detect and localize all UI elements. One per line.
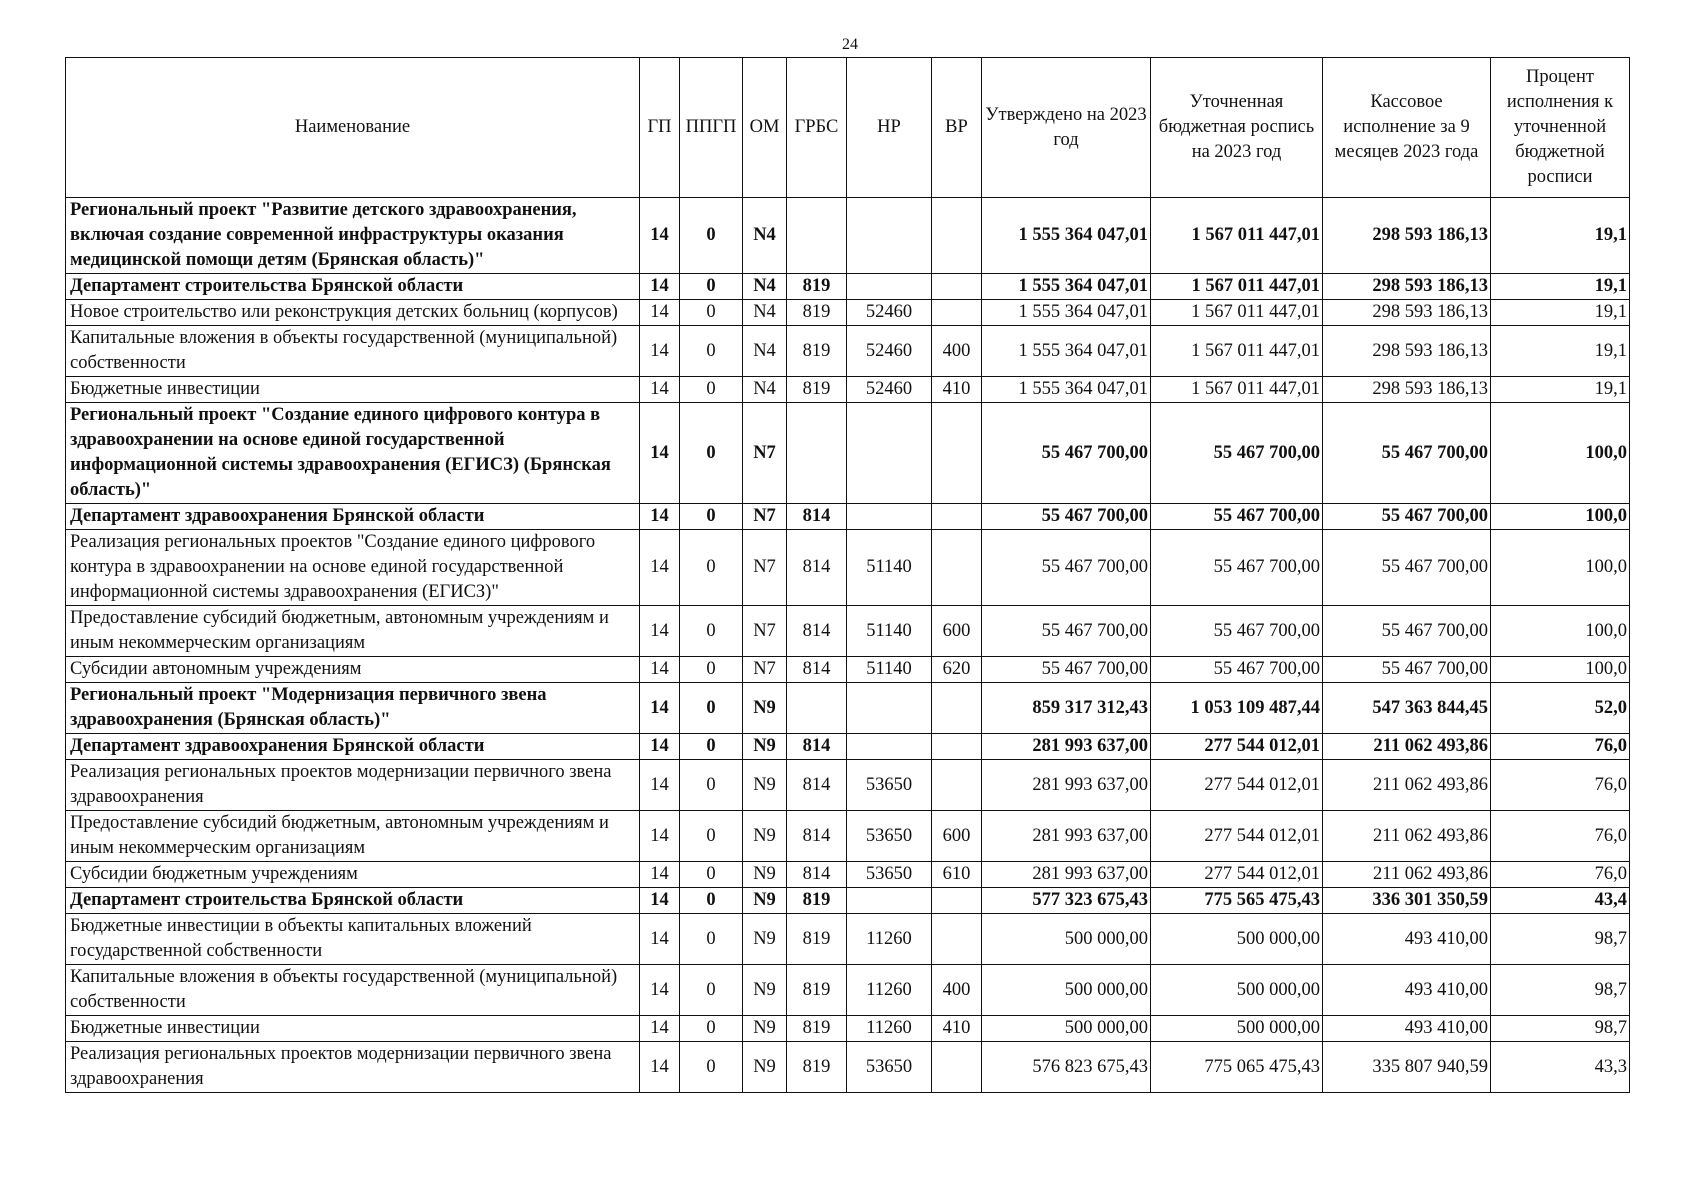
table-row bbox=[66, 198, 1630, 274]
cell-gp: 14 bbox=[640, 300, 680, 326]
cell-nr bbox=[847, 403, 932, 504]
cell-grbs: 819 bbox=[787, 1042, 847, 1093]
cell-name: Бюджетные инвестиции в объекты капитальных вложений государственной собственности bbox=[66, 914, 640, 965]
cell-cash: 493 410,00 bbox=[1323, 965, 1491, 1016]
header-percent: Процент исполнения к уточненной бюджетной росписи bbox=[1491, 58, 1630, 198]
cell-cash: 336 301 350,59 bbox=[1323, 888, 1491, 914]
cell-grbs: 819 bbox=[787, 965, 847, 1016]
cell-approved: 55 467 700,00 bbox=[982, 504, 1151, 530]
cell-ppgp: 0 bbox=[680, 504, 743, 530]
cell-nr: 11260 bbox=[847, 1016, 932, 1042]
cell-grbs bbox=[787, 403, 847, 504]
cell-vr: 620 bbox=[932, 657, 982, 683]
cell-cash: 55 467 700,00 bbox=[1323, 504, 1491, 530]
cell-nr: 51140 bbox=[847, 606, 932, 657]
cell-name: Реализация региональных проектов модернизации первичного звена здравоохранения bbox=[66, 1042, 640, 1093]
cell-name: Департамент строительства Брянской области bbox=[66, 274, 640, 300]
cell-refined: 500 000,00 bbox=[1151, 914, 1323, 965]
cell-vr bbox=[932, 198, 982, 274]
table-row bbox=[66, 760, 1630, 811]
cell-grbs: 819 bbox=[787, 914, 847, 965]
table-body bbox=[66, 198, 1630, 1093]
cell-om: N4 bbox=[743, 198, 787, 274]
cell-vr: 600 bbox=[932, 811, 982, 862]
cell-om: N9 bbox=[743, 734, 787, 760]
cell-percent: 100,0 bbox=[1491, 606, 1630, 657]
cell-gp: 14 bbox=[640, 326, 680, 377]
cell-percent: 19,1 bbox=[1491, 198, 1630, 274]
cell-percent: 100,0 bbox=[1491, 657, 1630, 683]
cell-name: Региональный проект "Развитие детского здравоохранения, включая создание современной инфраструктуры оказания медицинской помощи детям (Брянская область)" bbox=[66, 198, 640, 274]
cell-om: N9 bbox=[743, 914, 787, 965]
cell-percent: 100,0 bbox=[1491, 504, 1630, 530]
cell-ppgp: 0 bbox=[680, 377, 743, 403]
cell-grbs bbox=[787, 198, 847, 274]
cell-refined: 1 567 011 447,01 bbox=[1151, 198, 1323, 274]
cell-vr bbox=[932, 403, 982, 504]
cell-name: Капитальные вложения в объекты государственной (муниципальной) собственности bbox=[66, 326, 640, 377]
cell-refined: 55 467 700,00 bbox=[1151, 606, 1323, 657]
cell-cash: 493 410,00 bbox=[1323, 914, 1491, 965]
cell-vr bbox=[932, 1042, 982, 1093]
header-name: Наименование bbox=[66, 58, 640, 198]
cell-grbs: 814 bbox=[787, 657, 847, 683]
cell-om: N9 bbox=[743, 683, 787, 734]
cell-cash: 298 593 186,13 bbox=[1323, 326, 1491, 377]
cell-gp: 14 bbox=[640, 965, 680, 1016]
cell-cash: 298 593 186,13 bbox=[1323, 198, 1491, 274]
cell-om: N4 bbox=[743, 300, 787, 326]
cell-approved: 1 555 364 047,01 bbox=[982, 198, 1151, 274]
cell-name: Департамент здравоохранения Брянской области bbox=[66, 734, 640, 760]
cell-cash: 211 062 493,86 bbox=[1323, 734, 1491, 760]
cell-grbs: 819 bbox=[787, 1016, 847, 1042]
cell-percent: 52,0 bbox=[1491, 683, 1630, 734]
header-ppgp: ППГП bbox=[680, 58, 743, 198]
cell-percent: 19,1 bbox=[1491, 300, 1630, 326]
table-row bbox=[66, 377, 1630, 403]
cell-approved: 1 555 364 047,01 bbox=[982, 274, 1151, 300]
cell-refined: 775 065 475,43 bbox=[1151, 1042, 1323, 1093]
cell-ppgp: 0 bbox=[680, 300, 743, 326]
table-row bbox=[66, 965, 1630, 1016]
cell-nr: 51140 bbox=[847, 530, 932, 606]
cell-percent: 19,1 bbox=[1491, 377, 1630, 403]
cell-vr bbox=[932, 504, 982, 530]
cell-gp: 14 bbox=[640, 683, 680, 734]
cell-nr bbox=[847, 734, 932, 760]
budget-table-container bbox=[65, 57, 1629, 1093]
cell-cash: 298 593 186,13 bbox=[1323, 377, 1491, 403]
header-nr: НР bbox=[847, 58, 932, 198]
cell-refined: 1 567 011 447,01 bbox=[1151, 377, 1323, 403]
cell-refined: 775 565 475,43 bbox=[1151, 888, 1323, 914]
cell-nr: 52460 bbox=[847, 377, 932, 403]
cell-grbs: 819 bbox=[787, 888, 847, 914]
cell-grbs: 819 bbox=[787, 300, 847, 326]
cell-ppgp: 0 bbox=[680, 734, 743, 760]
cell-name: Предоставление субсидий бюджетным, автономным учреждениям и иным некоммерческим организациям bbox=[66, 811, 640, 862]
cell-approved: 500 000,00 bbox=[982, 1016, 1151, 1042]
cell-percent: 100,0 bbox=[1491, 530, 1630, 606]
cell-name: Региональный проект "Создание единого цифрового контура в здравоохранении на основе единой государственной информационной системы здравоохранения (ЕГИСЗ) (Брянская область)" bbox=[66, 403, 640, 504]
cell-percent: 76,0 bbox=[1491, 862, 1630, 888]
cell-ppgp: 0 bbox=[680, 1042, 743, 1093]
cell-ppgp: 0 bbox=[680, 888, 743, 914]
table-row bbox=[66, 862, 1630, 888]
cell-vr: 610 bbox=[932, 862, 982, 888]
cell-nr: 51140 bbox=[847, 657, 932, 683]
cell-cash: 55 467 700,00 bbox=[1323, 606, 1491, 657]
cell-om: N7 bbox=[743, 606, 787, 657]
cell-gp: 14 bbox=[640, 734, 680, 760]
cell-om: N7 bbox=[743, 530, 787, 606]
cell-cash: 55 467 700,00 bbox=[1323, 530, 1491, 606]
cell-percent: 98,7 bbox=[1491, 1016, 1630, 1042]
cell-om: N4 bbox=[743, 326, 787, 377]
cell-gp: 14 bbox=[640, 1042, 680, 1093]
table-row bbox=[66, 530, 1630, 606]
cell-refined: 277 544 012,01 bbox=[1151, 862, 1323, 888]
cell-nr: 53650 bbox=[847, 1042, 932, 1093]
cell-om: N4 bbox=[743, 377, 787, 403]
header-row bbox=[66, 58, 1630, 198]
cell-vr bbox=[932, 888, 982, 914]
cell-vr bbox=[932, 683, 982, 734]
cell-grbs: 819 bbox=[787, 274, 847, 300]
cell-approved: 577 323 675,43 bbox=[982, 888, 1151, 914]
cell-nr: 53650 bbox=[847, 760, 932, 811]
table-row bbox=[66, 683, 1630, 734]
cell-ppgp: 0 bbox=[680, 811, 743, 862]
table-row bbox=[66, 734, 1630, 760]
cell-gp: 14 bbox=[640, 914, 680, 965]
cell-ppgp: 0 bbox=[680, 914, 743, 965]
cell-nr: 53650 bbox=[847, 811, 932, 862]
cell-nr bbox=[847, 198, 932, 274]
cell-approved: 1 555 364 047,01 bbox=[982, 326, 1151, 377]
cell-name: Капитальные вложения в объекты государственной (муниципальной) собственности bbox=[66, 965, 640, 1016]
cell-gp: 14 bbox=[640, 198, 680, 274]
cell-approved: 55 467 700,00 bbox=[982, 530, 1151, 606]
cell-grbs: 814 bbox=[787, 760, 847, 811]
cell-approved: 1 555 364 047,01 bbox=[982, 377, 1151, 403]
cell-refined: 55 467 700,00 bbox=[1151, 530, 1323, 606]
cell-gp: 14 bbox=[640, 811, 680, 862]
cell-approved: 1 555 364 047,01 bbox=[982, 300, 1151, 326]
cell-ppgp: 0 bbox=[680, 403, 743, 504]
cell-nr bbox=[847, 274, 932, 300]
cell-cash: 493 410,00 bbox=[1323, 1016, 1491, 1042]
table-row bbox=[66, 914, 1630, 965]
cell-refined: 277 544 012,01 bbox=[1151, 811, 1323, 862]
cell-nr: 52460 bbox=[847, 326, 932, 377]
cell-vr: 410 bbox=[932, 1016, 982, 1042]
cell-ppgp: 0 bbox=[680, 760, 743, 811]
cell-om: N9 bbox=[743, 862, 787, 888]
header-refined: Уточненная бюджетная роспись на 2023 год bbox=[1151, 58, 1323, 198]
cell-refined: 1 567 011 447,01 bbox=[1151, 274, 1323, 300]
cell-gp: 14 bbox=[640, 530, 680, 606]
cell-nr: 53650 bbox=[847, 862, 932, 888]
cell-gp: 14 bbox=[640, 760, 680, 811]
cell-gp: 14 bbox=[640, 377, 680, 403]
cell-approved: 55 467 700,00 bbox=[982, 657, 1151, 683]
cell-vr: 600 bbox=[932, 606, 982, 657]
cell-om: N9 bbox=[743, 965, 787, 1016]
cell-nr: 52460 bbox=[847, 300, 932, 326]
table-row bbox=[66, 326, 1630, 377]
cell-name: Субсидии бюджетным учреждениям bbox=[66, 862, 640, 888]
budget-table bbox=[65, 57, 1630, 1093]
cell-percent: 100,0 bbox=[1491, 403, 1630, 504]
cell-cash: 211 062 493,86 bbox=[1323, 811, 1491, 862]
cell-nr: 11260 bbox=[847, 914, 932, 965]
cell-grbs: 819 bbox=[787, 326, 847, 377]
table-row bbox=[66, 274, 1630, 300]
cell-refined: 55 467 700,00 bbox=[1151, 504, 1323, 530]
cell-vr bbox=[932, 274, 982, 300]
cell-approved: 500 000,00 bbox=[982, 914, 1151, 965]
cell-gp: 14 bbox=[640, 862, 680, 888]
cell-ppgp: 0 bbox=[680, 530, 743, 606]
cell-nr: 11260 bbox=[847, 965, 932, 1016]
cell-gp: 14 bbox=[640, 657, 680, 683]
cell-name: Департамент строительства Брянской области bbox=[66, 888, 640, 914]
cell-gp: 14 bbox=[640, 274, 680, 300]
cell-percent: 76,0 bbox=[1491, 811, 1630, 862]
table-row bbox=[66, 657, 1630, 683]
cell-om: N4 bbox=[743, 274, 787, 300]
cell-name: Субсидии автономным учреждениям bbox=[66, 657, 640, 683]
cell-grbs: 814 bbox=[787, 811, 847, 862]
cell-approved: 281 993 637,00 bbox=[982, 734, 1151, 760]
cell-name: Бюджетные инвестиции bbox=[66, 377, 640, 403]
cell-approved: 55 467 700,00 bbox=[982, 606, 1151, 657]
cell-name: Реализация региональных проектов "Создание единого цифрового контура в здравоохранении на основе единой государственной информационной системы здравоохранения (ЕГИСЗ)" bbox=[66, 530, 640, 606]
cell-gp: 14 bbox=[640, 888, 680, 914]
cell-percent: 19,1 bbox=[1491, 274, 1630, 300]
cell-approved: 576 823 675,43 bbox=[982, 1042, 1151, 1093]
cell-grbs: 814 bbox=[787, 530, 847, 606]
cell-approved: 55 467 700,00 bbox=[982, 403, 1151, 504]
cell-vr: 410 bbox=[932, 377, 982, 403]
table-row bbox=[66, 504, 1630, 530]
header-vr: ВР bbox=[932, 58, 982, 198]
cell-percent: 76,0 bbox=[1491, 734, 1630, 760]
cell-refined: 277 544 012,01 bbox=[1151, 760, 1323, 811]
cell-refined: 500 000,00 bbox=[1151, 965, 1323, 1016]
cell-ppgp: 0 bbox=[680, 198, 743, 274]
table-row bbox=[66, 811, 1630, 862]
cell-om: N9 bbox=[743, 811, 787, 862]
cell-om: N7 bbox=[743, 504, 787, 530]
cell-vr bbox=[932, 760, 982, 811]
cell-om: N9 bbox=[743, 888, 787, 914]
cell-gp: 14 bbox=[640, 504, 680, 530]
cell-approved: 281 993 637,00 bbox=[982, 811, 1151, 862]
cell-percent: 98,7 bbox=[1491, 965, 1630, 1016]
cell-om: N7 bbox=[743, 403, 787, 504]
cell-grbs: 819 bbox=[787, 377, 847, 403]
cell-cash: 211 062 493,86 bbox=[1323, 760, 1491, 811]
header-gp: ГП bbox=[640, 58, 680, 198]
cell-approved: 859 317 312,43 bbox=[982, 683, 1151, 734]
cell-cash: 211 062 493,86 bbox=[1323, 862, 1491, 888]
cell-name: Предоставление субсидий бюджетным, автономным учреждениям и иным некоммерческим организациям bbox=[66, 606, 640, 657]
cell-ppgp: 0 bbox=[680, 862, 743, 888]
cell-grbs bbox=[787, 683, 847, 734]
cell-ppgp: 0 bbox=[680, 1016, 743, 1042]
cell-percent: 43,3 bbox=[1491, 1042, 1630, 1093]
cell-cash: 335 807 940,59 bbox=[1323, 1042, 1491, 1093]
cell-vr bbox=[932, 734, 982, 760]
cell-approved: 281 993 637,00 bbox=[982, 862, 1151, 888]
table-row bbox=[66, 1042, 1630, 1093]
cell-refined: 1 053 109 487,44 bbox=[1151, 683, 1323, 734]
table-row bbox=[66, 403, 1630, 504]
cell-grbs: 814 bbox=[787, 862, 847, 888]
cell-name: Новое строительство или реконструкция детских больниц (корпусов) bbox=[66, 300, 640, 326]
cell-vr bbox=[932, 300, 982, 326]
header-om: ОМ bbox=[743, 58, 787, 198]
table-row bbox=[66, 888, 1630, 914]
cell-name: Бюджетные инвестиции bbox=[66, 1016, 640, 1042]
cell-ppgp: 0 bbox=[680, 683, 743, 734]
cell-nr bbox=[847, 888, 932, 914]
cell-name: Реализация региональных проектов модернизации первичного звена здравоохранения bbox=[66, 760, 640, 811]
cell-approved: 281 993 637,00 bbox=[982, 760, 1151, 811]
cell-refined: 55 467 700,00 bbox=[1151, 657, 1323, 683]
cell-cash: 298 593 186,13 bbox=[1323, 300, 1491, 326]
cell-ppgp: 0 bbox=[680, 965, 743, 1016]
cell-gp: 14 bbox=[640, 606, 680, 657]
cell-ppgp: 0 bbox=[680, 657, 743, 683]
cell-vr: 400 bbox=[932, 326, 982, 377]
cell-grbs: 814 bbox=[787, 606, 847, 657]
cell-cash: 55 467 700,00 bbox=[1323, 657, 1491, 683]
cell-vr: 400 bbox=[932, 965, 982, 1016]
cell-om: N9 bbox=[743, 1016, 787, 1042]
cell-ppgp: 0 bbox=[680, 326, 743, 377]
cell-vr bbox=[932, 914, 982, 965]
cell-om: N9 bbox=[743, 760, 787, 811]
header-approved: Утверждено на 2023 год bbox=[982, 58, 1151, 198]
cell-grbs: 814 bbox=[787, 504, 847, 530]
header-cash: Кассовое исполнение за 9 месяцев 2023 года bbox=[1323, 58, 1491, 198]
cell-om: N9 bbox=[743, 1042, 787, 1093]
cell-ppgp: 0 bbox=[680, 606, 743, 657]
cell-cash: 547 363 844,45 bbox=[1323, 683, 1491, 734]
table-row bbox=[66, 606, 1630, 657]
cell-percent: 19,1 bbox=[1491, 326, 1630, 377]
cell-refined: 55 467 700,00 bbox=[1151, 403, 1323, 504]
cell-refined: 500 000,00 bbox=[1151, 1016, 1323, 1042]
cell-gp: 14 bbox=[640, 1016, 680, 1042]
cell-om: N7 bbox=[743, 657, 787, 683]
page-number: 24 bbox=[842, 36, 858, 53]
cell-gp: 14 bbox=[640, 403, 680, 504]
cell-refined: 277 544 012,01 bbox=[1151, 734, 1323, 760]
cell-cash: 55 467 700,00 bbox=[1323, 403, 1491, 504]
cell-name: Департамент здравоохранения Брянской области bbox=[66, 504, 640, 530]
cell-cash: 298 593 186,13 bbox=[1323, 274, 1491, 300]
table-row bbox=[66, 300, 1630, 326]
table-row bbox=[66, 1016, 1630, 1042]
cell-nr bbox=[847, 683, 932, 734]
cell-vr bbox=[932, 530, 982, 606]
cell-percent: 98,7 bbox=[1491, 914, 1630, 965]
cell-name: Региональный проект "Модернизация первичного звена здравоохранения (Брянская область)" bbox=[66, 683, 640, 734]
cell-percent: 76,0 bbox=[1491, 760, 1630, 811]
cell-refined: 1 567 011 447,01 bbox=[1151, 300, 1323, 326]
cell-approved: 500 000,00 bbox=[982, 965, 1151, 1016]
cell-grbs: 814 bbox=[787, 734, 847, 760]
cell-nr bbox=[847, 504, 932, 530]
cell-percent: 43,4 bbox=[1491, 888, 1630, 914]
cell-ppgp: 0 bbox=[680, 274, 743, 300]
header-grbs: ГРБС bbox=[787, 58, 847, 198]
cell-refined: 1 567 011 447,01 bbox=[1151, 326, 1323, 377]
